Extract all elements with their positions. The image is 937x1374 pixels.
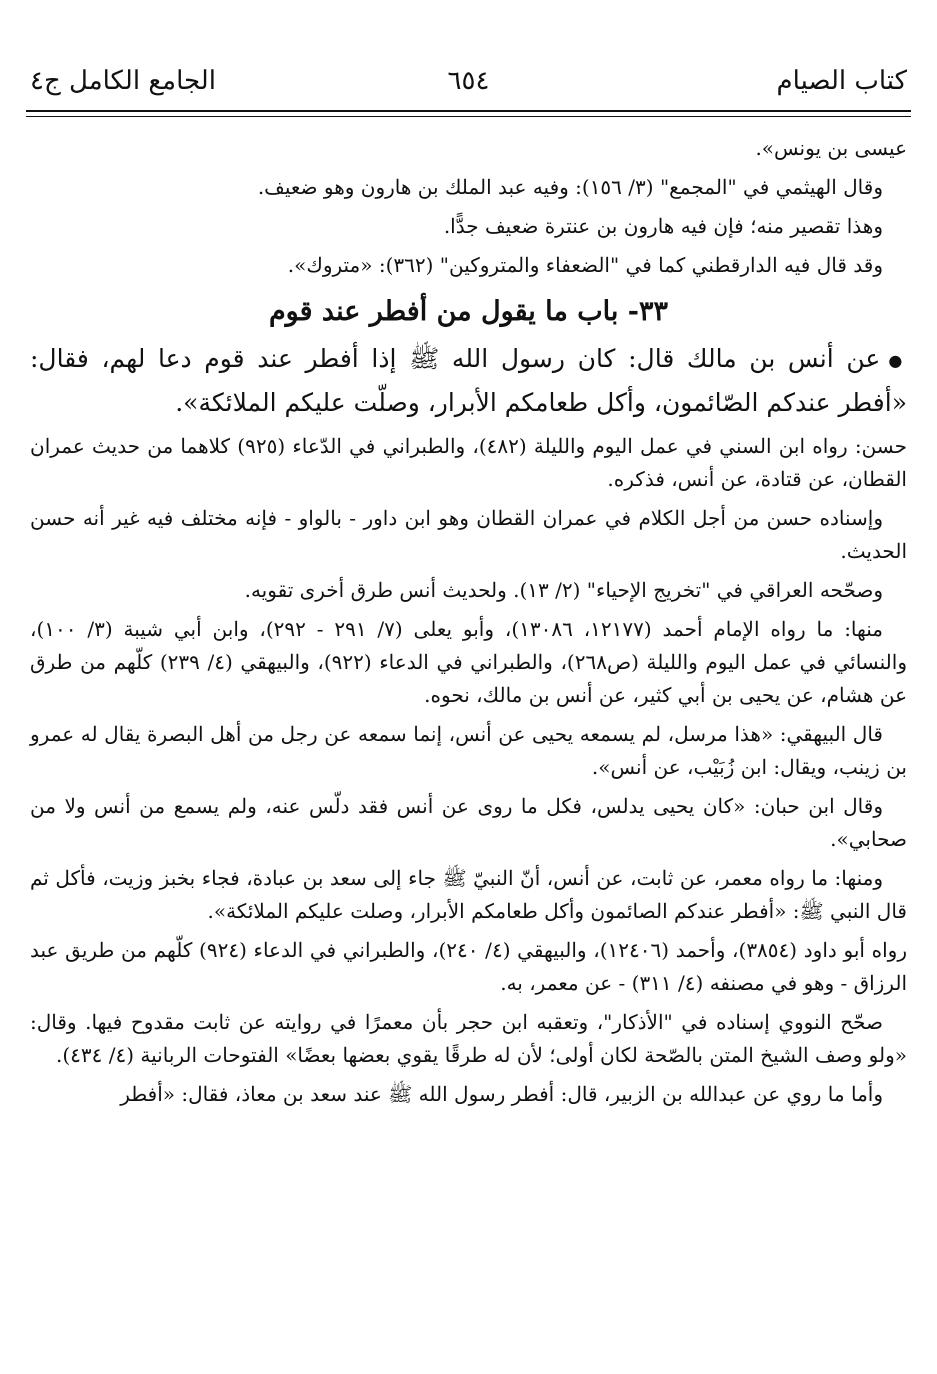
page-number: ٦٥٤ bbox=[447, 66, 490, 96]
footnote-paragraph: وقال الهيثمي في "المجمع" (٣/ ١٥٦): وفيه عبد الملك بن هارون وهو ضعيف. bbox=[257, 175, 883, 199]
commentary-paragraph: وقال ابن حبان: «كان يحيى يدلس، فكل ما روى عن أنس فقد دلّس عنه، ولم يسمع من أنس ولا من صحابي». bbox=[30, 793, 907, 851]
hadith-paragraph bbox=[30, 338, 907, 424]
book-section-title: كتاب الصيام bbox=[776, 66, 907, 96]
header-rule-thick bbox=[26, 110, 911, 112]
footnote-line: عيسى بن يونس». bbox=[755, 136, 907, 160]
commentary-paragraph: وأما ما روي عن عبدالله بن الزبير، قال: أفطر رسول الله ﷺ عند سعد بن معاذ، فقال: «أفطر bbox=[120, 1081, 883, 1106]
commentary-paragraph: منها: ما رواه الإمام أحمد (١٢١٧٧، ١٣٠٨٦)، وأبو يعلى (٧/ ٢٩١ - ٢٩٢)، وابن أبي شيبة (٣/ ١٠٠)، والنسائي في عمل اليوم والليلة (ص٢٦٨)، والطبراني في الدعاء (٩٢٢)، والبيهقي (٤/ ٢٣٩) كلّهم من طرق عن هشام، عن يحيى بن أبي كثير، عن أنس بن مالك، نحوه. bbox=[30, 616, 907, 707]
commentary-paragraph: وصحّحه العراقي في "تخريج الإحياء" (٢/ ١٣). ولحديث أنس طرق أخرى تقويه. bbox=[244, 577, 883, 602]
chapter-heading: ٣٣- باب ما يقول من أفطر عند قوم bbox=[268, 296, 669, 327]
commentary-paragraph: رواه أبو داود (٣٨٥٤)، وأحمد (١٢٤٠٦)، والبيهقي (٤/ ٢٤٠)، والطبراني في الدعاء (٩٢٤) كلّهم من طريق عبد الرزاق - وهو في مصنفه (٤/ ٣١١) - عن معمر، به. bbox=[30, 937, 907, 995]
book-volume-title: الجامع الكامل ج٤ bbox=[30, 66, 216, 96]
commentary-paragraph: وإسناده حسن من أجل الكلام في عمران القطان وهو ابن داور - بالواو - فإنه مختلف فيه غير أنه حسن الحديث. bbox=[30, 505, 907, 563]
page-content bbox=[30, 132, 907, 1111]
footnote-paragraph: وهذا تقصير منه؛ فإن فيه هارون بن عنترة ضعيف جدًّا. bbox=[443, 214, 883, 238]
header-rule-thin bbox=[26, 116, 911, 117]
hadith-text: عن أنس بن مالك قال: كان رسول الله ﷺ إذا أفطر عند قوم دعا لهم، فقال: «أفطر عندكم الصّائمون، وأكل طعامكم الأبرار، وصلّت عليكم الملائكة». bbox=[30, 344, 907, 417]
bullet-icon: ● bbox=[888, 350, 907, 370]
footnote-paragraph: وقد قال فيه الدارقطني كما في "الضعفاء والمتروكين" (٣٦٢): «متروك». bbox=[287, 253, 883, 277]
commentary-paragraph: قال البيهقي: «هذا مرسل، لم يسمعه يحيى عن أنس، إنما سمعه عن رجل من أهل البصرة يقال له عمرو بن زينب، ويقال: ابن زُبَيْب، عن أنس». bbox=[30, 721, 907, 779]
page-header bbox=[30, 58, 907, 104]
commentary-paragraph: صحّح النووي إسناده في "الأذكار"، وتعقبه ابن حجر بأن معمرًا في روايته عن ثابت مقدوح فيها. وقال: «ولو وصف الشيخ المتن بالصّحة لكان أولى؛ لأن له طرقًا يقوي بعضها بعضًا» الفتوحات الربانية (٤/ ٤٣٤). bbox=[30, 1009, 907, 1067]
commentary-paragraph: حسن: رواه ابن السني في عمل اليوم والليلة (٤٨٢)، والطبراني في الدّعاء (٩٢٥) كلاهما من حديث عمران القطان، عن قتادة، عن أنس، فذكره. bbox=[30, 433, 907, 491]
commentary-paragraph: ومنها: ما رواه معمر، عن ثابت، عن أنس، أنّ النبيّ ﷺ جاء إلى سعد بن عبادة، فجاء بخبز وزيت، فأكل ثم قال النبي ﷺ: «أفطر عندكم الصائمون وأكل طعامكم الأبرار، وصلت عليكم الملائكة». bbox=[30, 865, 907, 923]
